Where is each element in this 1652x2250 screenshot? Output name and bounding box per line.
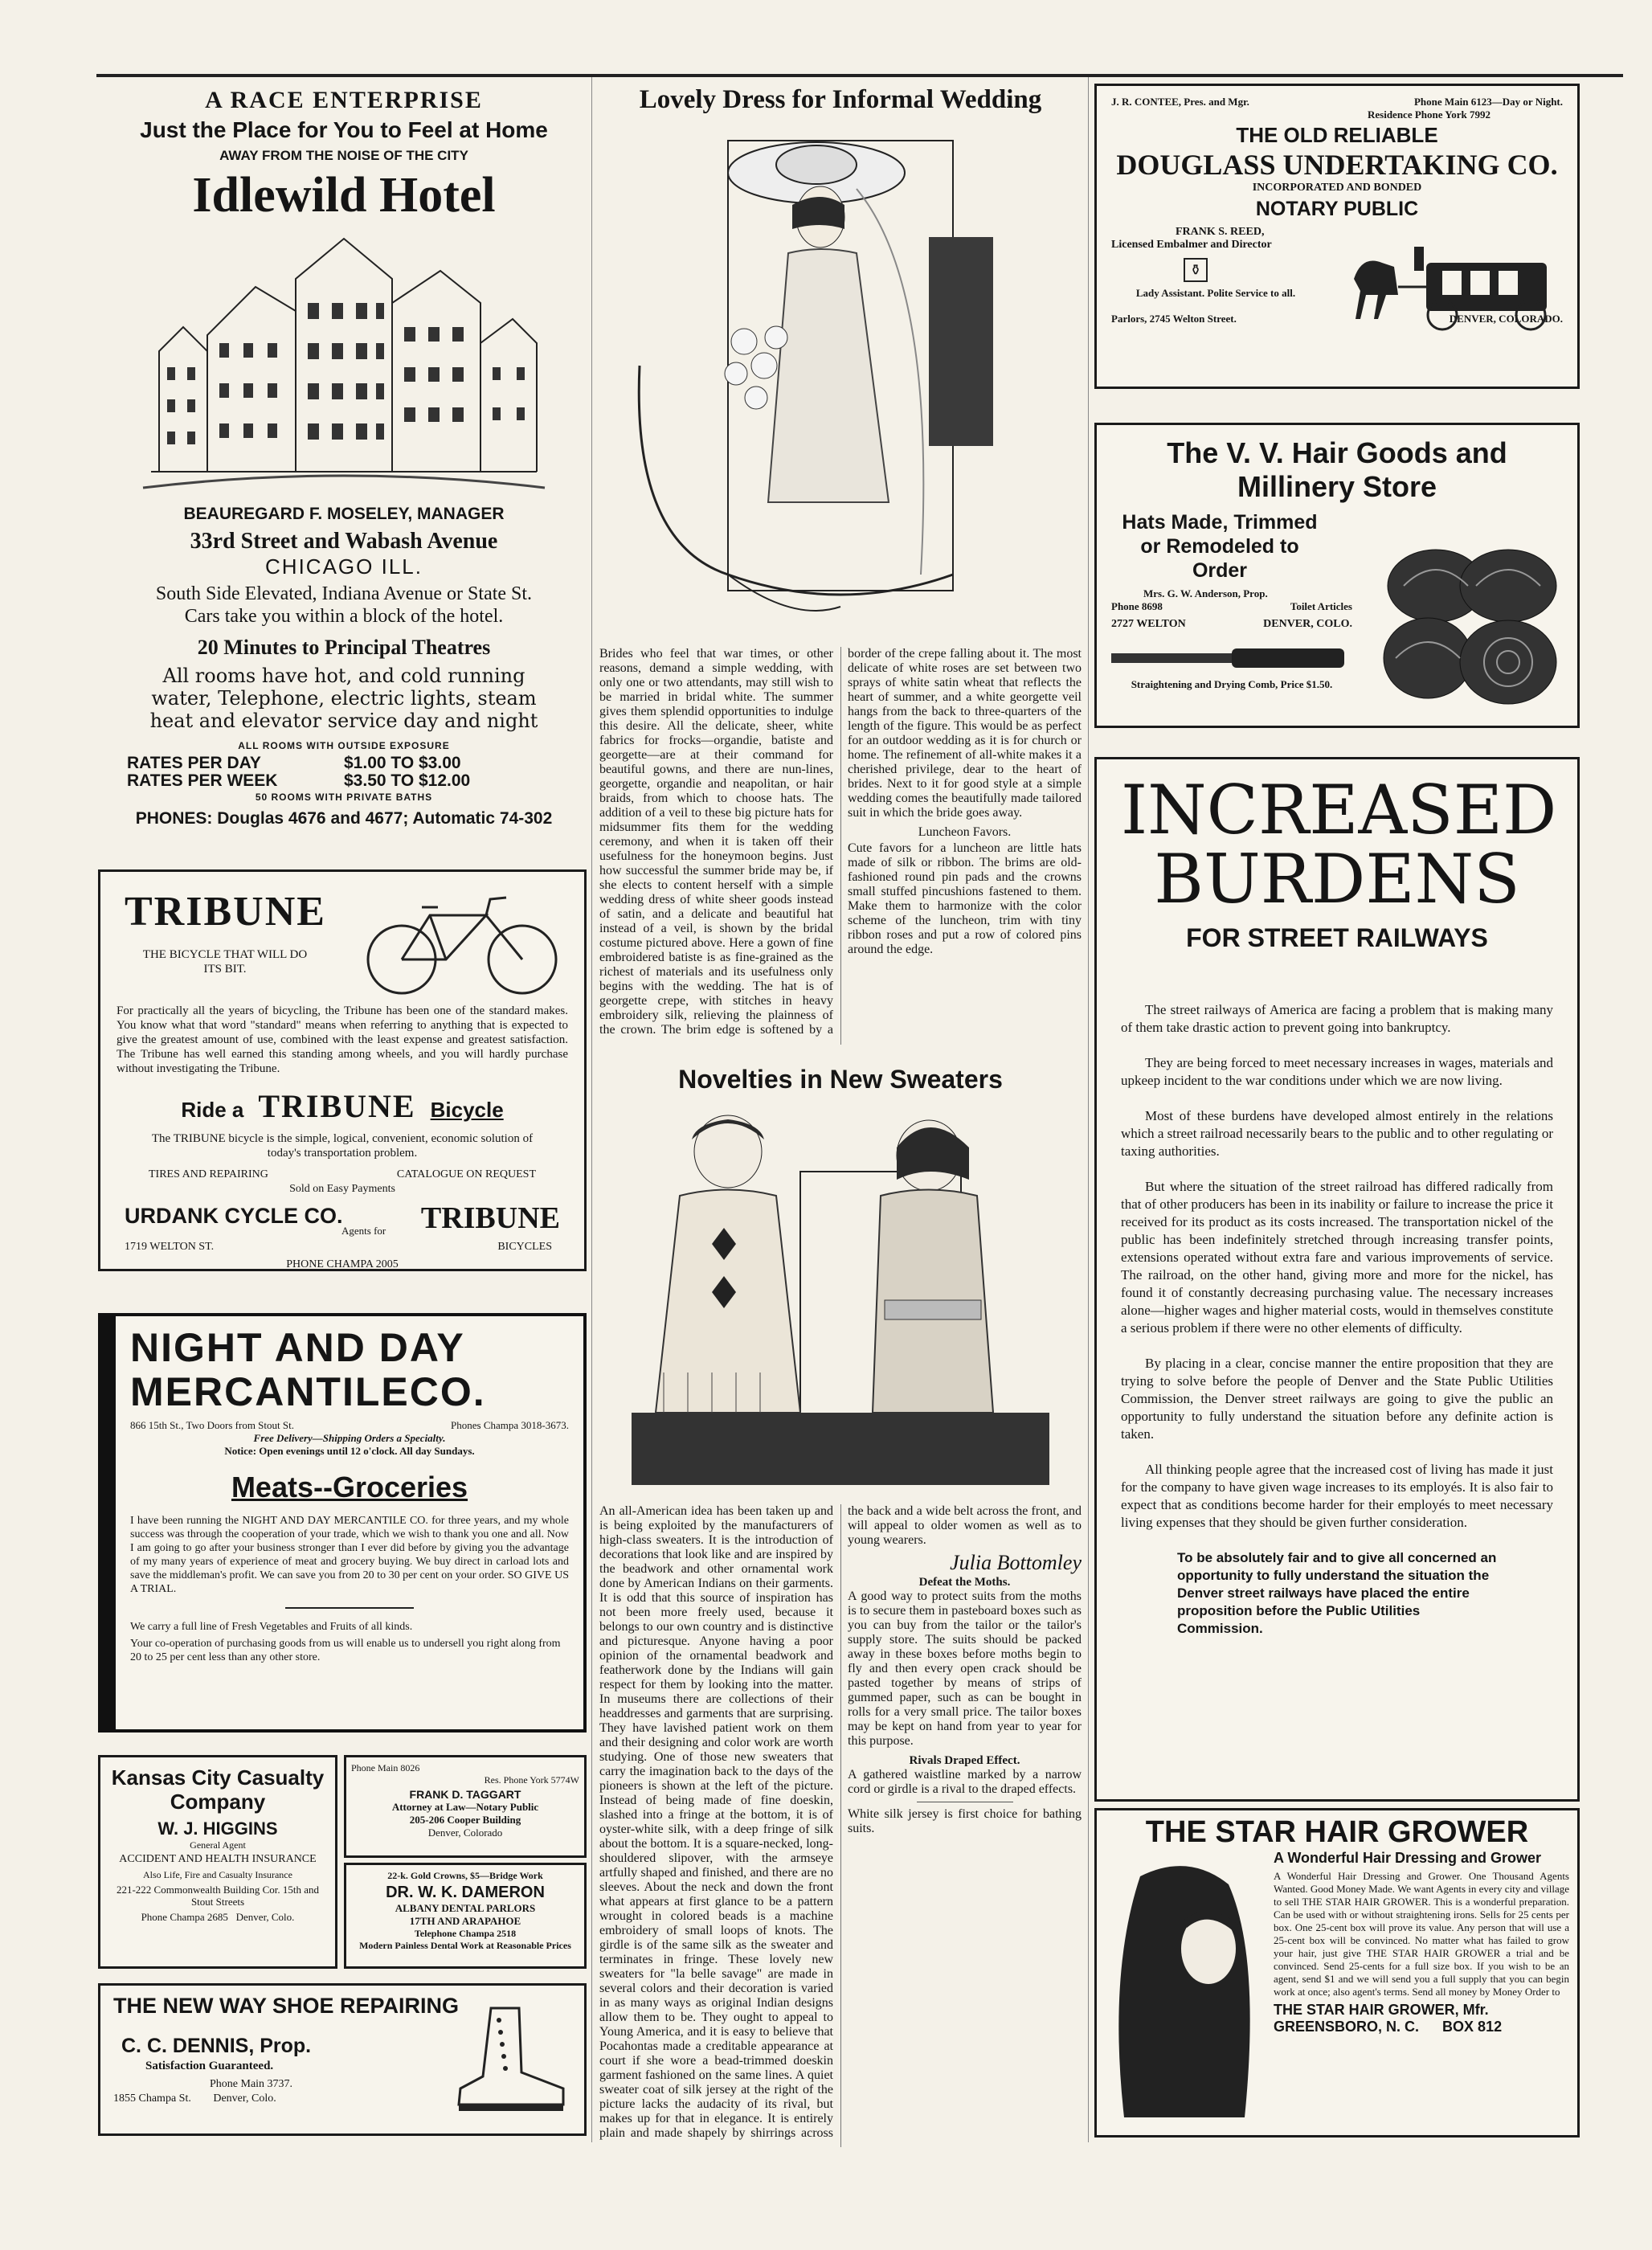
tribune-solution: The TRIBUNE bicycle is the simple, logical, convenient, economic solution of today's transportation problem. — [151, 1132, 534, 1160]
star-subtitle: A Wonderful Hair Dressing and Grower — [1274, 1850, 1542, 1866]
shoe-city: Denver, Colo. — [213, 2092, 276, 2105]
shoe-name: THE NEW WAY SHOE REPAIRING — [113, 1994, 460, 2018]
moths-head: Defeat the Moths. — [918, 1576, 1011, 1589]
tribune-tires: TIRES AND REPAIRING — [149, 1168, 268, 1180]
taggart-city: Denver, Colorado — [427, 1827, 503, 1839]
wedding-article — [599, 85, 1082, 1058]
taggart-ad — [344, 1755, 587, 1858]
hotel-rates — [103, 755, 585, 790]
shoe-phone: Phone Main 3737. — [210, 2078, 293, 2090]
vv-hair-ad — [1094, 423, 1580, 728]
vv-name: The V. V. Hair Goods and Millinery Store — [1167, 436, 1507, 503]
star-hair-ad — [1094, 1808, 1580, 2138]
tribune-header — [117, 883, 568, 1004]
dameron-offer: 22-k. Gold Crowns, $5—Bridge Work — [387, 1870, 543, 1881]
tribune-ride-name: TRIBUNE — [258, 1088, 416, 1124]
hairpiece-illustration — [1380, 538, 1564, 714]
kc-phone-row — [107, 1911, 329, 1924]
mercantile-heading: Meats--Groceries — [231, 1471, 468, 1503]
sweaters-body: An all-American idea has been taken up and is being exploited by the manufacturers of high-class sweaters. It is the introduction of decorations that look like and are inspired by the beadwork and other ornamental work done by American Indians on their garments. It is odd that this source of inspiration has not been more freely used, because it belongs to our own country and is distinctive and picturesque. Anyone having a poor opinion of the ornamental beadwork and featherwork done by the Indians will gain respect for them by looking into the matter. In museums there are collections of their headdresses and garments that are surprising. They have lavished patient work on them and their designing and color work are worth studying. One of those new sweaters that carry the imagination back to the days of the pioneers is shown at the left of the picture. Instead of being made of fine doeskin, slashed into a fringe at the bottom, it is of oyster-white silk, with a deep fringe of silk about the bottom. It is a square-necked, long-shouldered slipover, with the armseye artfully shaped and finished, and there are no sleeves. About the neck and down the front what appears at first glance to be a pattern wrought in colored beads is a machine embroidery of small loops of knots. The girdle is of the same silk as the sweater and terminates in fringe. These lovely new sweaters for "la belle savage" are made in several colors and their decoration is varied in as many ways as original Indian designs allow them to be. They ought to appeal to Young America, and it is easy to believe that Pocahontas made a creditable appearance at court if she wore a bead-trimmed doeskin garment fashioned on the same lines. A quiet sweater coat of silk jersey at the right of the picture lacks the audacity of its rival, but makes up for that in elegance. It is entirely plain and made shapely by shirrings across the back and a wide belt across the front, and will appeal to older women as well as to young wearers. — [599, 1504, 1082, 2140]
tribune-ride-a: Ride a — [181, 1098, 244, 1122]
douglass-name: DOUGLASS UNDERTAKING CO. — [1116, 149, 1558, 181]
tribune-slogan: THE BICYCLE THAT WILL DO ITS BIT. — [142, 948, 308, 976]
kc-casualty-ad — [98, 1755, 337, 1969]
dameron-name: DR. W. K. DAMERON — [386, 1884, 545, 1901]
moths-body: A good way to protect suits from the moths is to secure them in pasteboard boxes such as you can buy from the tailor or the tailor's supply store. The suits should be packed away in these boxes before moths begin to fly and then every open crack should be pasted together by means of strips of gummed paper, such as can be bought in rolls for a very small price. The tailor boxes may be kept on hand from year to year for this purpose. — [848, 1589, 1082, 1748]
hotel-building-illustration — [135, 231, 553, 496]
tribune-agents: Agents for — [341, 1225, 386, 1237]
vv-city: DENVER, COLO. — [1263, 618, 1352, 630]
shoe-address: 1855 Champa St. — [113, 2092, 191, 2105]
mercantile-name1: NIGHT AND DAY — [130, 1325, 465, 1370]
douglass-embalmer: Licensed Embalmer and Director — [1111, 239, 1272, 251]
sweaters-signature: Julia Bottomley — [950, 1551, 1082, 1574]
vv-prop: Mrs. G. W. Anderson, Prop. — [1143, 587, 1268, 599]
tribune-body: For practically all the years of bicycling, the Tribune has been one of the standard makes. You know what that word "standard" means when referring to anything that is expected to give the greatest amount of use, combined with the least expense and greatest satisfaction. The Tribune has well earned this standing among wheels, and you will hardly purchase without investigating the Tribune. — [117, 1004, 568, 1075]
hearse-illustration — [1338, 231, 1563, 335]
shoe-guarantee: Satisfaction Guaranteed. — [145, 2060, 274, 2072]
jersey-body: White silk jersey is first choice for bathing suits. — [848, 1807, 1082, 1835]
kc-address: 221-222 Commonwealth Building Cor. 15th and Stout Streets — [116, 1884, 320, 1908]
mercantile-name2: MERCANTILECO. — [130, 1369, 486, 1414]
dameron-ad — [344, 1863, 587, 1969]
tribune-street-row — [117, 1241, 568, 1258]
hotel-ad — [103, 87, 585, 858]
tribune-logo: TRIBUNE — [125, 889, 326, 935]
hotel-name: Idlewild Hotel — [192, 168, 496, 223]
tribune-phone: PHONE CHAMPA 2005 — [286, 1258, 399, 1270]
mercantile-phones: Phones Champa 3018-3673. — [451, 1419, 569, 1431]
douglass-ad — [1094, 84, 1580, 389]
taggart-name: FRANK D. TAGGART — [409, 1788, 521, 1801]
mercantile-delivery: Free Delivery—Shipping Orders a Specialty. — [253, 1432, 446, 1444]
wedding-favors: Cute favors for a luncheon are little hats made of silk or ribbon. The brims are old-fashioned round pin pads and the crowns small stuffed pincushions fastened to them. Make them to harmonize with the color scheme of the luncheon, trim with tiny ribbon roses and put a row of colored pins around the edge. — [848, 841, 1082, 956]
woman-long-hair-illustration — [1108, 1860, 1269, 2125]
star-city: GREENSBORO, N. C. — [1274, 2019, 1420, 2035]
hotel-rate-week-label: RATES PER WEEK — [127, 771, 278, 790]
tribune-dealer: URDANK CYCLE CO. — [125, 1204, 343, 1228]
tribune-brand: TRIBUNE — [420, 1201, 560, 1235]
railways-ad — [1094, 757, 1580, 1802]
mercantile-address-row — [130, 1419, 569, 1432]
hotel-address2: CHICAGO ILL. — [265, 554, 423, 579]
bicycle-illustration — [358, 883, 566, 996]
dameron-parlor: ALBANY DENTAL PARLORS — [395, 1902, 536, 1914]
star-city-row — [1274, 2019, 1569, 2035]
hotel-rate-week-row — [127, 772, 585, 790]
sweaters-body-columns — [599, 1504, 1082, 2147]
vv-address-row — [1111, 618, 1352, 634]
hotel-tagline: Just the Place for You to Feel at Home — [140, 117, 548, 142]
railways-para-6: All thinking people agree that the increased cost of living has made it just for the company to have given wage increases to its employés. It is also fair to expect that as conditions become harder for their employés to meet necessary living expenses that they should be given further consideration. — [1121, 1462, 1553, 1530]
vv-phone: Phone 8698 — [1111, 600, 1163, 612]
railways-para-5: By placing in a clear, concise manner the entire proposition that they are trying to solve before the people of Denver and the State Public Utilities Commission, the Denver street railways are going to give the public an opportunity to fully understand the situation before any definite action is taken. — [1121, 1356, 1553, 1442]
hotel-rate-day-label: RATES PER DAY — [127, 754, 261, 772]
sweaters-article — [599, 1065, 1082, 2150]
taggart-title: Attorney at Law—Notary Public — [391, 1801, 539, 1813]
railways-closing: To be absolutely fair and to give all concerned an opportunity to fully understand the situation the Denver street railways have placed the entire proposition before the Public Utilities Commission. — [1177, 1550, 1497, 1636]
dameron-phone: Telephone Champa 2518 — [414, 1928, 517, 1939]
wedding-body-columns — [599, 647, 1082, 1045]
hotel-rate-week: $3.50 TO $12.00 — [344, 771, 471, 790]
vv-comb: Straightening and Drying Comb, Price $1.50. — [1131, 678, 1333, 690]
douglass-phone-res: Residence Phone York 7992 — [1368, 108, 1490, 121]
tribune-ride-bicycle: Bicycle — [430, 1098, 504, 1122]
kc-lines: ACCIDENT AND HEALTH INSURANCE — [119, 1853, 317, 1865]
tribune-ride-line — [117, 1087, 568, 1125]
wedding-subhead: Luncheon Favors. — [918, 825, 1012, 839]
vv-phone-row — [1111, 600, 1352, 615]
kc-city: Denver, Colo. — [235, 1911, 295, 1923]
douglass-contee: J. R. CONTEE, Pres. and Mgr. — [1111, 96, 1249, 108]
douglass-tag: THE OLD RELIABLE — [1236, 123, 1438, 147]
top-rule — [96, 74, 1623, 77]
douglass-logo-icon: ⚱ — [1184, 258, 1208, 282]
shoe-proprietor: C. C. DENNIS, Prop. — [121, 2035, 312, 2057]
star-maker: THE STAR HAIR GROWER, Mfr. — [1274, 2002, 1489, 2018]
rivals-body: A gathered waistline marked by a narrow cord or girdle is a rival to the draped effects. — [848, 1768, 1082, 1796]
column-rule-2 — [1088, 77, 1089, 2142]
railways-para-4: But where the situation of the street railroad has differed radically from that of other producers has been in its inability or failure to increase the price it received for its product as its costs increased. The transportation nickel of the public has been indefinitely stretched through increasing transfer points, extensions operated without extra fare and various improvements of service. The railroad, on the other hand, giving more and more for the nickel, has found it of constantly decreasing purchasing value. The necessary increases alone—higher wages and higher material costs, would in themselves constitute a serious problem if there were no other elements of difficulty. — [1121, 1179, 1553, 1336]
douglass-inc: INCORPORATED AND BONDED — [1252, 182, 1422, 194]
railways-headline1: INCREASED — [1121, 771, 1557, 849]
railways-para-1: The street railways of America are facing a problem that is making many of them take drastic action to prevent going into bankruptcy. — [1121, 1002, 1553, 1035]
kc-also: Also Life, Fire and Casualty Insurance — [143, 1869, 292, 1880]
mercantile-coop: Your co-operation of purchasing goods from us will enable us to undersell you right along from 20 to 25 per cent less than any other store. — [130, 1638, 561, 1663]
railways-para-3: Most of these burdens have developed almost entirely in the relations which a street railroad necessarily bears to the public and to other regulating or taxing authorities. — [1121, 1108, 1553, 1159]
taggart-phone1: Phone Main 8026 — [351, 1762, 420, 1773]
hotel-kicker: A RACE ENTERPRISE — [205, 87, 483, 113]
douglass-reed: FRANK S. REED, — [1176, 226, 1265, 238]
column-rule-1 — [591, 77, 592, 2142]
taggart-phone2: Res. Phone York 5774W — [484, 1774, 579, 1786]
douglass-lady: Lady Assistant. Polite Service to all. — [1135, 287, 1296, 299]
mercantile-ad — [98, 1313, 587, 1732]
douglass-city: DENVER, COLORADO. — [1449, 313, 1563, 325]
bride-illustration — [615, 125, 1065, 639]
mercantile-notice: Notice: Open evenings until 12 o'clock. All day Sundays. — [224, 1445, 475, 1457]
comb-illustration — [1111, 642, 1344, 674]
hotel-baths: 50 ROOMS WITH PRIVATE BATHS — [255, 792, 433, 803]
mercantile-fresh: We carry a full line of Fresh Vegetables and Fruits of all kinds. — [130, 1621, 413, 1633]
douglass-phone-main: Phone Main 6123—Day or Night. — [1413, 96, 1563, 108]
tribune-catalogue: CATALOGUE ON REQUEST — [396, 1168, 536, 1180]
star-name: THE STAR HAIR GROWER — [1145, 1815, 1529, 1849]
tribune-ad — [98, 869, 587, 1271]
tribune-tires-row — [117, 1168, 568, 1181]
hotel-transit: South Side Elevated, Indiana Avenue or State St. Cars take you within a block of the hotel. — [155, 583, 533, 627]
wedding-headline: Lovely Dress for Informal Wedding — [639, 85, 1042, 114]
vv-address: 2727 WELTON — [1111, 618, 1186, 630]
railways-body — [1121, 1001, 1553, 1532]
railways-subhead: FOR STREET RAILWAYS — [1186, 923, 1488, 952]
rivals-head: Rivals Draped Effect. — [909, 1754, 1020, 1767]
mercantile-address: 866 15th St., Two Doors from Stout St. — [130, 1419, 294, 1431]
tribune-payments: Sold on Easy Payments — [289, 1183, 395, 1195]
tribune-dealer-row — [117, 1201, 568, 1241]
hotel-manager: BEAUREGARD F. MOSELEY, MANAGER — [183, 505, 505, 523]
star-body: A Wonderful Hair Dressing and Grower. One Thousand Agents Wanted. Good Money Made. We want Agents in every city and village to sell THE STAR HAIR GROWER. This is a wonderful preparation. Can be used with or without straightening irons. Sells for 25 cents per box. One 25-cent box will prove its value. Any person that will use a 25-cent box will be convinced. No matter what has failed to grow your hair, just give THE STAR HAIR GROWER a trial and be convinced. Send 25-cents for a full size box. If you wish to be an agent, send $1 and we will send you a full supply that you can begin work at once; also agent's terms. Send all money by Money Order to — [1274, 1870, 1569, 1998]
vv-toilet: Toilet Articles — [1290, 600, 1352, 612]
star-box: BOX 812 — [1442, 2019, 1503, 2035]
dameron-street: 17TH AND ARAPAHOE — [409, 1915, 521, 1927]
shoe-illustration — [451, 2000, 571, 2121]
railways-para-2: They are being forced to meet necessary increases in wages, materials and upkeep incident to the war conditions under which we are now living. — [1121, 1055, 1553, 1088]
hotel-rate-day: $1.00 TO $3.00 — [344, 754, 461, 772]
hotel-rate-day-row — [127, 755, 585, 772]
railways-headline2: BURDENS — [1154, 840, 1520, 918]
tribune-bicycles: BICYCLES — [497, 1241, 552, 1253]
shoe-ad — [98, 1983, 587, 2136]
hotel-address1: 33rd Street and Wabash Avenue — [190, 529, 498, 554]
taggart-address: 205-206 Cooper Building — [409, 1814, 521, 1826]
douglass-notary: NOTARY PUBLIC — [1255, 198, 1419, 220]
sweaters-headline: Novelties in New Sweaters — [678, 1065, 1003, 1094]
kc-phone: Phone Champa 2685 — [141, 1911, 228, 1923]
douglass-top-row — [1111, 96, 1563, 123]
hotel-exposure: ALL ROOMS WITH OUTSIDE EXPOSURE — [238, 740, 450, 751]
hotel-rooms: All rooms have hot, and cold running water, Telephone, electric lights, steam heat and elevator service day and night — [149, 665, 538, 732]
kc-title: General Agent — [190, 1839, 246, 1851]
vv-hats: Hats Made, Trimmed or Remodeled to Order — [1122, 511, 1318, 582]
hotel-theatres: 20 Minutes to Principal Theatres — [197, 636, 491, 659]
kc-agent: W. J. HIGGINS — [157, 1818, 278, 1839]
hotel-subtag: AWAY FROM THE NOISE OF THE CITY — [219, 148, 468, 163]
douglass-parlors: Parlors, 2745 Welton Street. — [1111, 313, 1237, 325]
tribune-street: 1719 WELTON ST. — [125, 1241, 215, 1253]
mercantile-body: I have been running the NIGHT AND DAY MERCANTILE CO. for three years, and my whole success was through the cooperation of your trade, which we wish to thank you one and all. Now I am going to go after your business stronger than I ever did before by giving you the advantage of my many years of experience of meat and grocery buying. We buy direct in carload lots and save the middleman's profit. We can save you from 20 to 30 per cent on your order. SO GIVE US A TRIAL. — [130, 1515, 569, 1595]
star-text — [1274, 1850, 1569, 2035]
mercantile-divider — [285, 1607, 414, 1609]
hotel-phones: PHONES: Douglas 4676 and 4677; Automatic 74-302 — [135, 809, 553, 828]
sweaters-illustration — [615, 1107, 1065, 1493]
wedding-body: Brides who feel that war times, or other reasons, demand a simple wedding, with only one or two attendants, may still wish to be married in bridal white. The summer gives them splendid opportunities to indulge this desire. All the delicate, sheer, white fabrics for frocks—organdie, batiste and georgette—are at their command for beautiful gowns, and there are nun-lines, georgette, organdie and neapolitan, or hair braids, from which to choose hats. The addition of a veil to these big picture hats for midsummer fits them for the wedding ceremony, and when it is taken off their usefulness for the honeymoon begins. Just how successful the summer bride may be, if she elects to content herself with a simple wedding dress of white sheer goods instead of satin, and a delicate and beautiful hat instead of a veil, is shown by the bridal costume pictured above. Here a gown of fine embroidered batiste is as fine-grained as the richest of materials and its usefulness only begins with the wedding. The hat is of georgette crepe, with stitches in heavy embroidery silk, relieving the plainness of the crown. The brim edge is softened by a border of the crepe falling about it. The most delicate of white roses are set between two sprays of white satin wheat that reflects the heart of summer, and a white georgette veil hangs from the back to three-quarters of the length of the figure. This would be as perfect for an outdoor wedding as it is for church or home. The refinement of all-white makes it a cherished privilege, dear to the heart of brides. Next to it for good style at a simple wedding comes the beautifully made tailored suit in which the bride goes away. — [599, 647, 1082, 1037]
kc-name: Kansas City Casualty Company — [111, 1765, 325, 1814]
dameron-tagline: Modern Painless Dental Work at Reasonable Prices — [359, 1940, 571, 1951]
